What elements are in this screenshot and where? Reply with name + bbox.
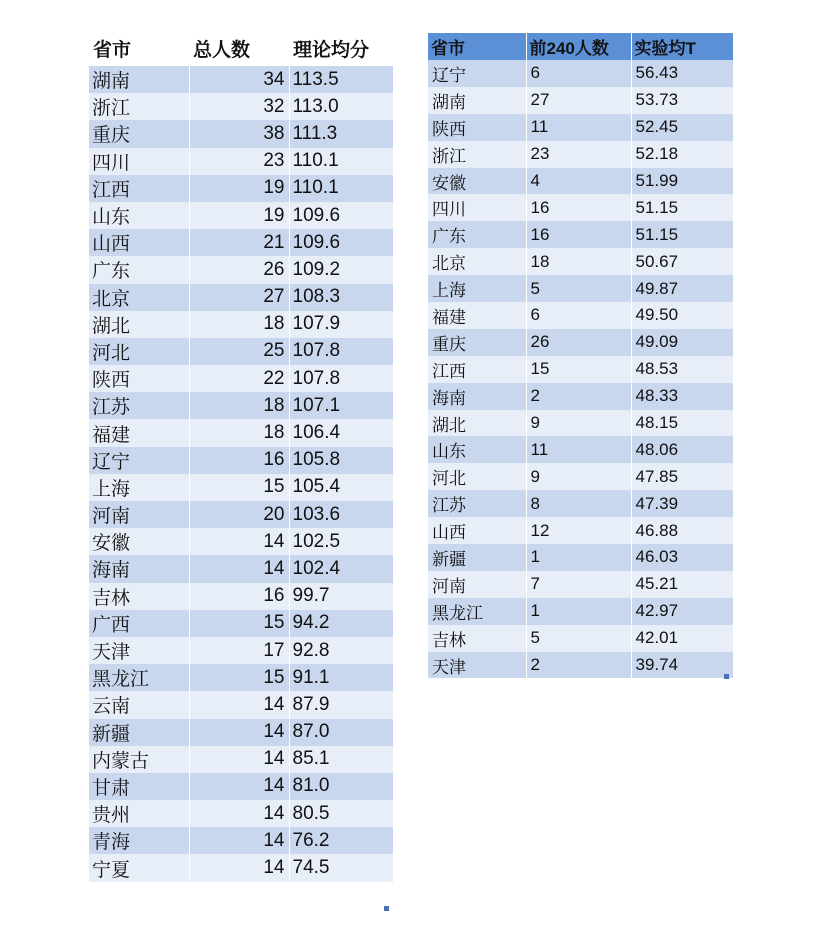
table-row xyxy=(89,773,393,800)
table-row xyxy=(428,598,733,625)
cell-province: 上海 xyxy=(428,275,526,302)
cell-score: 53.73 xyxy=(631,87,733,114)
cell-count: 18 xyxy=(189,392,289,419)
table-row xyxy=(428,87,733,114)
cell-province: 江苏 xyxy=(89,392,189,419)
cell-province: 吉林 xyxy=(89,583,189,610)
cell-score: 74.5 xyxy=(289,854,393,881)
table-row xyxy=(89,827,393,854)
table-row xyxy=(428,141,733,168)
cell-score: 106.4 xyxy=(289,419,393,446)
cell-count: 22 xyxy=(189,365,289,392)
cell-count: 18 xyxy=(189,419,289,446)
table-row xyxy=(89,93,393,120)
cell-score: 87.9 xyxy=(289,691,393,718)
cell-score: 109.6 xyxy=(289,229,393,256)
table-row xyxy=(89,583,393,610)
cell-count: 18 xyxy=(526,248,631,275)
table-row xyxy=(428,302,733,329)
cell-count: 26 xyxy=(526,329,631,356)
cell-province: 陕西 xyxy=(428,114,526,141)
cell-count: 9 xyxy=(526,410,631,437)
cell-score: 42.01 xyxy=(631,625,733,652)
cell-score: 108.3 xyxy=(289,284,393,311)
cell-province: 北京 xyxy=(428,248,526,275)
table-row xyxy=(428,356,733,383)
table-row xyxy=(89,256,393,283)
column-header-total-count: 总人数 xyxy=(189,30,289,66)
cell-count: 26 xyxy=(189,256,289,283)
cell-province: 天津 xyxy=(428,652,526,679)
cell-score: 113.0 xyxy=(289,93,393,120)
cell-province: 江苏 xyxy=(428,490,526,517)
cell-score: 109.6 xyxy=(289,202,393,229)
cell-province: 山西 xyxy=(428,517,526,544)
cell-score: 49.50 xyxy=(631,302,733,329)
cell-count: 14 xyxy=(189,773,289,800)
province-theory-score-table xyxy=(89,30,394,882)
cell-count: 12 xyxy=(526,517,631,544)
column-header-province: 省市 xyxy=(89,30,189,66)
table-row xyxy=(428,625,733,652)
cell-score: 46.03 xyxy=(631,544,733,571)
table-row xyxy=(89,854,393,881)
cell-score: 87.0 xyxy=(289,719,393,746)
table-row xyxy=(428,436,733,463)
cell-count: 16 xyxy=(526,221,631,248)
cell-province: 重庆 xyxy=(89,120,189,147)
cell-count: 15 xyxy=(189,664,289,691)
cell-province: 辽宁 xyxy=(89,447,189,474)
cell-province: 湖南 xyxy=(428,87,526,114)
table-row xyxy=(428,517,733,544)
table-row xyxy=(428,490,733,517)
cell-province: 重庆 xyxy=(428,329,526,356)
cell-count: 25 xyxy=(189,338,289,365)
table-row xyxy=(89,392,393,419)
cell-score: 39.74 xyxy=(631,652,733,679)
cell-count: 14 xyxy=(189,555,289,582)
cell-count: 2 xyxy=(526,652,631,679)
cell-province: 上海 xyxy=(89,474,189,501)
cell-province: 四川 xyxy=(89,148,189,175)
table-row xyxy=(89,419,393,446)
cell-count: 38 xyxy=(189,120,289,147)
cell-count: 14 xyxy=(189,854,289,881)
cell-score: 110.1 xyxy=(289,175,393,202)
cell-province: 山东 xyxy=(428,436,526,463)
cell-count: 14 xyxy=(189,691,289,718)
cell-score: 76.2 xyxy=(289,827,393,854)
table-resize-handle[interactable] xyxy=(384,906,389,911)
cell-score: 47.85 xyxy=(631,463,733,490)
cell-count: 14 xyxy=(189,827,289,854)
table-row xyxy=(89,664,393,691)
cell-province: 河南 xyxy=(428,571,526,598)
cell-province: 广西 xyxy=(89,610,189,637)
cell-count: 23 xyxy=(189,148,289,175)
cell-province: 宁夏 xyxy=(89,854,189,881)
cell-province: 北京 xyxy=(89,284,189,311)
table-row xyxy=(89,229,393,256)
table-header-row xyxy=(428,33,733,60)
cell-score: 46.88 xyxy=(631,517,733,544)
table-row xyxy=(89,691,393,718)
cell-province: 河北 xyxy=(428,463,526,490)
cell-province: 辽宁 xyxy=(428,60,526,87)
cell-province: 贵州 xyxy=(89,800,189,827)
table-row xyxy=(89,338,393,365)
cell-province: 湖北 xyxy=(428,410,526,437)
cell-score: 94.2 xyxy=(289,610,393,637)
cell-count: 4 xyxy=(526,168,631,195)
cell-score: 110.1 xyxy=(289,148,393,175)
cell-count: 14 xyxy=(189,800,289,827)
cell-count: 14 xyxy=(189,528,289,555)
cell-count: 19 xyxy=(189,175,289,202)
table-row xyxy=(428,383,733,410)
cell-province: 黑龙江 xyxy=(89,664,189,691)
cell-province: 江西 xyxy=(428,356,526,383)
cell-score: 51.15 xyxy=(631,221,733,248)
cell-province: 广东 xyxy=(428,221,526,248)
cell-score: 103.6 xyxy=(289,501,393,528)
cell-province: 甘肃 xyxy=(89,773,189,800)
column-header-experiment-average: 实验均T xyxy=(631,33,733,60)
cell-province: 四川 xyxy=(428,194,526,221)
table-row xyxy=(428,114,733,141)
cell-score: 52.18 xyxy=(631,141,733,168)
cell-count: 27 xyxy=(189,284,289,311)
cell-count: 9 xyxy=(526,463,631,490)
cell-count: 8 xyxy=(526,490,631,517)
cell-score: 42.97 xyxy=(631,598,733,625)
cell-score: 107.1 xyxy=(289,392,393,419)
cell-province: 福建 xyxy=(428,302,526,329)
cell-count: 15 xyxy=(526,356,631,383)
cell-count: 18 xyxy=(189,311,289,338)
cell-count: 23 xyxy=(526,141,631,168)
cell-score: 107.8 xyxy=(289,338,393,365)
table-row xyxy=(428,248,733,275)
cell-count: 14 xyxy=(189,746,289,773)
cell-count: 16 xyxy=(526,194,631,221)
cell-score: 48.33 xyxy=(631,383,733,410)
cell-count: 6 xyxy=(526,60,631,87)
cell-score: 105.8 xyxy=(289,447,393,474)
table-row xyxy=(89,447,393,474)
cell-province: 广东 xyxy=(89,256,189,283)
cell-province: 河南 xyxy=(89,501,189,528)
cell-score: 113.5 xyxy=(289,66,393,93)
cell-province: 新疆 xyxy=(428,544,526,571)
cell-count: 6 xyxy=(526,302,631,329)
cell-score: 102.4 xyxy=(289,555,393,582)
cell-count: 15 xyxy=(189,610,289,637)
table-row xyxy=(89,120,393,147)
table-row xyxy=(428,571,733,598)
cell-score: 80.5 xyxy=(289,800,393,827)
column-header-province: 省市 xyxy=(428,33,526,60)
cell-score: 51.99 xyxy=(631,168,733,195)
cell-score: 56.43 xyxy=(631,60,733,87)
table-row xyxy=(89,175,393,202)
cell-count: 11 xyxy=(526,436,631,463)
cell-province: 新疆 xyxy=(89,719,189,746)
cell-score: 105.4 xyxy=(289,474,393,501)
province-experiment-score-table xyxy=(428,33,734,678)
cell-province: 青海 xyxy=(89,827,189,854)
cell-count: 15 xyxy=(189,474,289,501)
cell-count: 16 xyxy=(189,583,289,610)
cell-province: 湖南 xyxy=(89,66,189,93)
cell-score: 99.7 xyxy=(289,583,393,610)
cell-score: 102.5 xyxy=(289,528,393,555)
cell-province: 陕西 xyxy=(89,365,189,392)
column-header-theory-average: 理论均分 xyxy=(289,30,393,66)
table-row xyxy=(428,410,733,437)
cell-province: 天津 xyxy=(89,637,189,664)
cell-count: 1 xyxy=(526,598,631,625)
cell-province: 山西 xyxy=(89,229,189,256)
cell-score: 107.9 xyxy=(289,311,393,338)
table-row xyxy=(89,501,393,528)
cell-score: 47.39 xyxy=(631,490,733,517)
cell-count: 7 xyxy=(526,571,631,598)
cell-province: 海南 xyxy=(89,555,189,582)
table-row xyxy=(428,329,733,356)
cell-count: 5 xyxy=(526,625,631,652)
table-row xyxy=(428,168,733,195)
cell-score: 107.8 xyxy=(289,365,393,392)
table-row xyxy=(89,284,393,311)
table-row xyxy=(89,610,393,637)
cell-province: 浙江 xyxy=(89,93,189,120)
table-row xyxy=(428,544,733,571)
cell-score: 52.45 xyxy=(631,114,733,141)
cell-count: 21 xyxy=(189,229,289,256)
cell-score: 85.1 xyxy=(289,746,393,773)
table-row xyxy=(89,555,393,582)
table-row xyxy=(89,719,393,746)
cell-score: 91.1 xyxy=(289,664,393,691)
table-row xyxy=(89,637,393,664)
table-row xyxy=(428,652,733,679)
table-resize-handle[interactable] xyxy=(724,674,729,679)
cell-score: 48.15 xyxy=(631,410,733,437)
cell-score: 81.0 xyxy=(289,773,393,800)
cell-province: 吉林 xyxy=(428,625,526,652)
cell-score: 111.3 xyxy=(289,120,393,147)
table-row xyxy=(428,60,733,87)
table-row xyxy=(428,463,733,490)
cell-count: 20 xyxy=(189,501,289,528)
cell-count: 34 xyxy=(189,66,289,93)
cell-score: 49.09 xyxy=(631,329,733,356)
cell-province: 福建 xyxy=(89,419,189,446)
cell-score: 45.21 xyxy=(631,571,733,598)
table-row xyxy=(89,746,393,773)
cell-count: 32 xyxy=(189,93,289,120)
cell-province: 湖北 xyxy=(89,311,189,338)
table-row xyxy=(428,275,733,302)
cell-score: 50.67 xyxy=(631,248,733,275)
cell-province: 江西 xyxy=(89,175,189,202)
table-row xyxy=(89,311,393,338)
table-row xyxy=(89,148,393,175)
table-header-row xyxy=(89,30,393,66)
table-row xyxy=(89,66,393,93)
cell-score: 48.53 xyxy=(631,356,733,383)
table-row xyxy=(428,221,733,248)
cell-province: 内蒙古 xyxy=(89,746,189,773)
cell-count: 19 xyxy=(189,202,289,229)
cell-count: 14 xyxy=(189,719,289,746)
cell-score: 48.06 xyxy=(631,436,733,463)
cell-count: 2 xyxy=(526,383,631,410)
cell-province: 海南 xyxy=(428,383,526,410)
table-row xyxy=(89,202,393,229)
cell-province: 安徽 xyxy=(89,528,189,555)
table-row xyxy=(428,194,733,221)
cell-count: 27 xyxy=(526,87,631,114)
cell-score: 92.8 xyxy=(289,637,393,664)
cell-count: 1 xyxy=(526,544,631,571)
cell-count: 17 xyxy=(189,637,289,664)
table-row xyxy=(89,528,393,555)
cell-province: 安徽 xyxy=(428,168,526,195)
table-row xyxy=(89,800,393,827)
cell-province: 山东 xyxy=(89,202,189,229)
table-row xyxy=(89,365,393,392)
cell-province: 黑龙江 xyxy=(428,598,526,625)
cell-count: 5 xyxy=(526,275,631,302)
cell-province: 河北 xyxy=(89,338,189,365)
table-row xyxy=(89,474,393,501)
cell-score: 51.15 xyxy=(631,194,733,221)
cell-score: 109.2 xyxy=(289,256,393,283)
cell-province: 云南 xyxy=(89,691,189,718)
cell-count: 11 xyxy=(526,114,631,141)
cell-score: 49.87 xyxy=(631,275,733,302)
cell-province: 浙江 xyxy=(428,141,526,168)
cell-count: 16 xyxy=(189,447,289,474)
column-header-top240-count: 前240人数 xyxy=(526,33,631,60)
